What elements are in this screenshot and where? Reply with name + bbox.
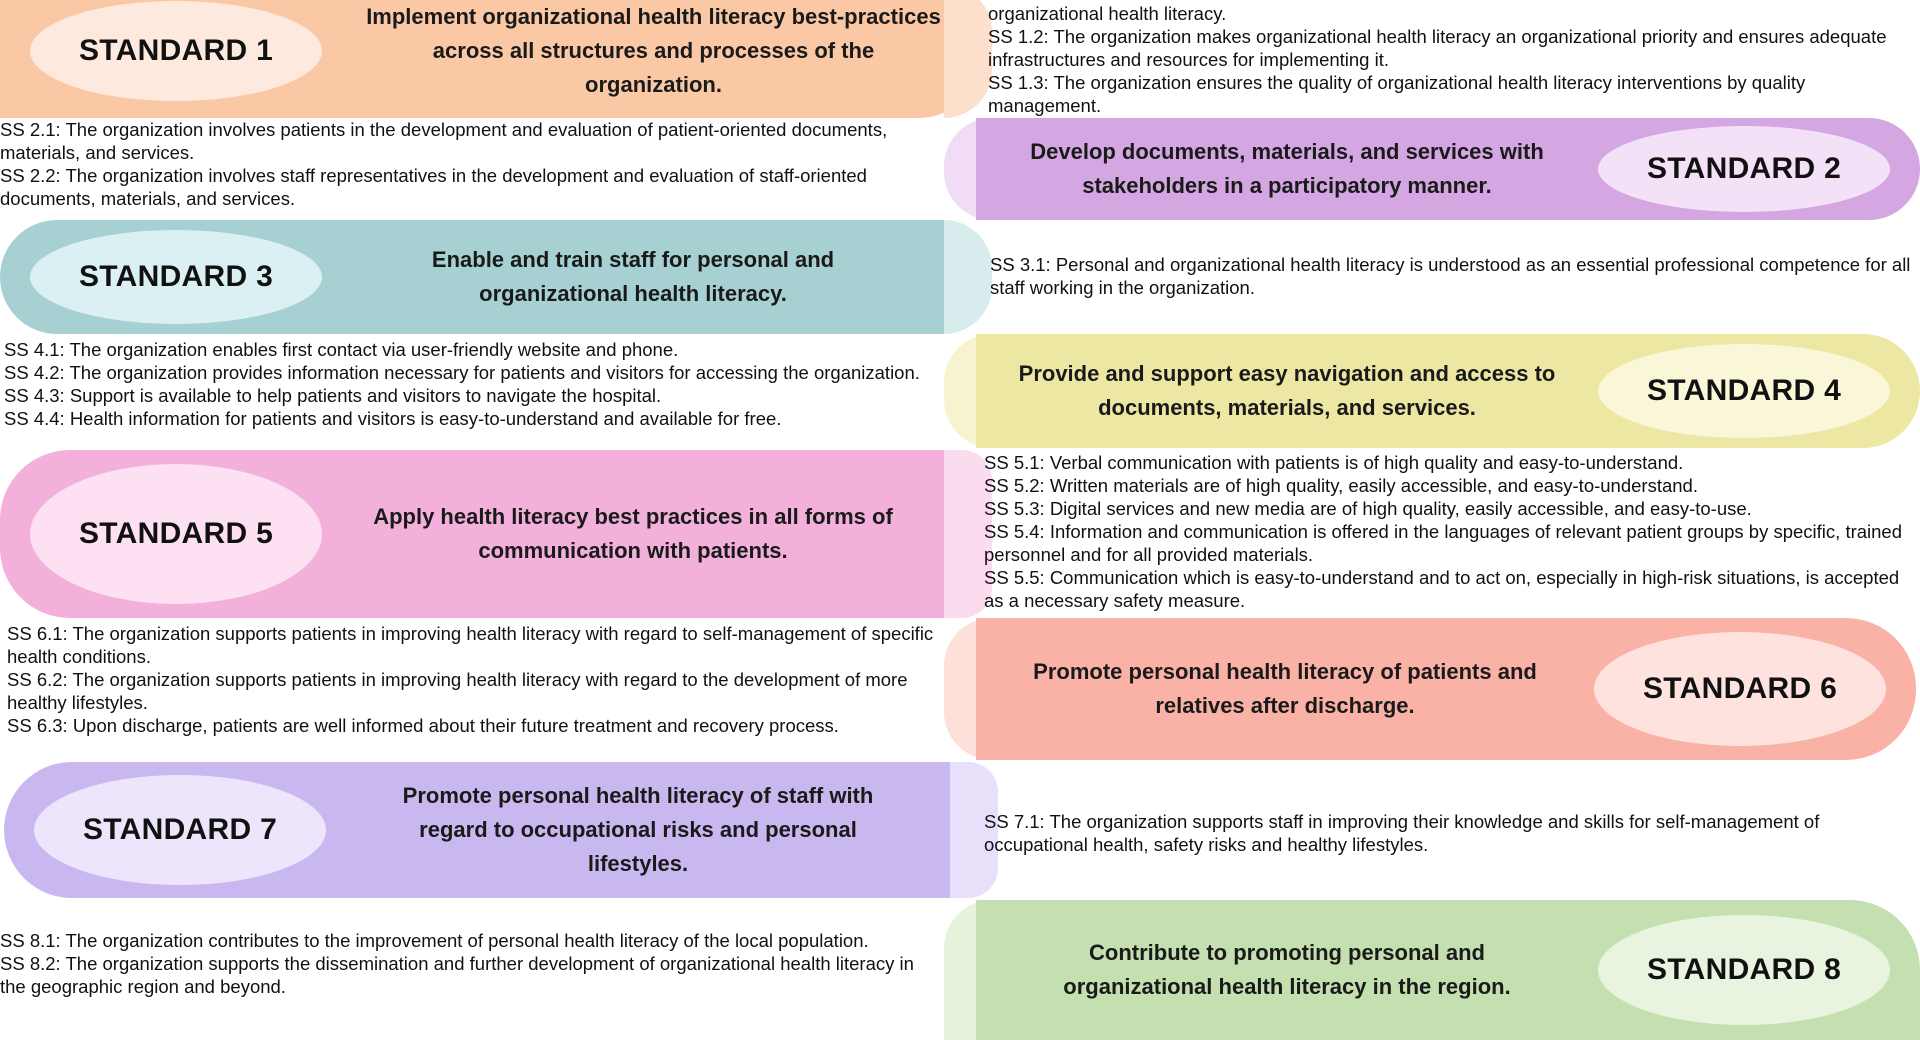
standard-5-band	[0, 450, 944, 618]
substandard-item: SS 4.3: Support is available to help patients and visitors to navigate the hospital.	[4, 385, 662, 406]
standard-6-band	[976, 618, 1916, 760]
substandard-item: SS 5.4: Information and communication is offered in the languages of relevant patient groups by specific, trained personnel and for all provided materials.	[984, 521, 1903, 565]
standard-1-substandards	[988, 2, 1908, 117]
substandard-item: SS 5.3: Digital services and new media are of high quality, easily accessible, and easy-to-use.	[984, 498, 1752, 519]
substandard-item: SS 6.3: Upon discharge, patients are well informed about their future treatment and recovery process.	[7, 715, 839, 736]
standard-2-label: STANDARD 2	[1598, 126, 1890, 212]
standard-1-goal: Implement organizational health literacy best-practices across all structures and processes of the organization.	[366, 4, 941, 97]
standard-7-label: STANDARD 7	[34, 775, 326, 885]
standard-3-cap	[944, 220, 992, 334]
standard-1-label: STANDARD 1	[30, 1, 322, 101]
standard-3-label: STANDARD 3	[30, 230, 322, 324]
substandard-item: SS 1.3: The organization ensures the quality of organizational health literacy interventions by quality management.	[988, 72, 1806, 116]
standard-5-label: STANDARD 5	[30, 464, 322, 604]
standard-2-band	[976, 118, 1920, 220]
standard-7-band	[4, 762, 950, 898]
substandard-item: organizational health literacy.	[988, 3, 1227, 24]
standard-6-goal: Promote personal health literacy of patients and relatives after discharge.	[1033, 659, 1537, 718]
standard-6-label: STANDARD 6	[1594, 632, 1886, 746]
substandard-item: SS 6.2: The organization supports patients in improving health literacy with regard to the development of more healthy lifestyles.	[7, 669, 908, 713]
substandard-item: SS 5.5: Communication which is easy-to-understand and to act on, especially in high-risk situations, is accepted as a necessary safety measure.	[984, 567, 1900, 611]
standard-4-label: STANDARD 4	[1598, 344, 1890, 438]
substandard-item: SS 8.2: The organization supports the dissemination and further development of organizational health literacy in the geographic region and beyond.	[0, 953, 914, 997]
substandard-item: SS 4.2: The organization provides information necessary for patients and visitors for accessing the organization.	[4, 362, 920, 383]
standard-5-goal: Apply health literacy best practices in all forms of communication with patients.	[373, 504, 893, 563]
standard-3-goal: Enable and train staff for personal and organizational health literacy.	[431, 247, 835, 306]
standard-8-goal: Contribute to promoting personal and organizational health literacy in the region.	[1063, 940, 1511, 999]
substandard-item: SS 1.2: The organization makes organizational health literacy an organizational priority and ensures adequate infrastructures and resources for implementing it.	[988, 26, 1887, 70]
standard-8-substandards	[0, 929, 930, 998]
standard-7-substandards	[984, 810, 1910, 856]
standard-4-substandards	[4, 338, 939, 430]
standard-2-substandards	[0, 118, 935, 210]
standard-8-label: STANDARD 8	[1598, 915, 1890, 1025]
standard-3-band	[0, 220, 944, 334]
standard-2-goal: Develop documents, materials, and services with stakeholders in a participatory manner.	[1030, 139, 1544, 198]
substandard-item: SS 5.2: Written materials are of high quality, easily accessible, and easy-to-understand.	[984, 475, 1698, 496]
substandard-item: SS 3.1: Personal and organizational health literacy is understood as an essential professional competence for all staff working in the organization.	[990, 254, 1911, 298]
standard-7-goal: Promote personal health literacy of staff with regard to occupational risks and personal lifestyles.	[402, 783, 874, 876]
standard-1-band	[0, 0, 985, 118]
substandard-item: SS 8.1: The organization contributes to the improvement of personal health literacy of the local population.	[0, 930, 869, 951]
substandard-item: SS 2.1: The organization involves patients in the development and evaluation of patient-oriented documents, materials, and services.	[0, 119, 888, 163]
substandard-item: SS 6.1: The organization supports patients in improving health literacy with regard to self-management of specific health conditions.	[7, 623, 934, 667]
substandard-item: SS 4.1: The organization enables first contact via user-friendly website and phone.	[4, 339, 679, 360]
standard-4-goal: Provide and support easy navigation and access to documents, materials, and services.	[1018, 361, 1556, 420]
substandard-item: SS 7.1: The organization supports staff in improving their knowledge and skills for self-management of occupational health, safety risks and healthy lifestyles.	[984, 811, 1820, 855]
standard-5-substandards	[984, 451, 1910, 612]
standard-4-band	[976, 334, 1920, 448]
substandard-item: SS 2.2: The organization involves staff representatives in the development and evaluation of staff-oriented documents, materials, and services.	[0, 165, 867, 209]
substandard-item: SS 4.4: Health information for patients and visitors is easy-to-understand and available for free.	[4, 408, 782, 429]
standard-3-substandards	[990, 253, 1915, 299]
standard-6-substandards	[7, 622, 942, 737]
substandard-item: SS 5.1: Verbal communication with patients is of high quality and easy-to-understand.	[984, 452, 1684, 473]
standard-8-band	[976, 900, 1920, 1040]
